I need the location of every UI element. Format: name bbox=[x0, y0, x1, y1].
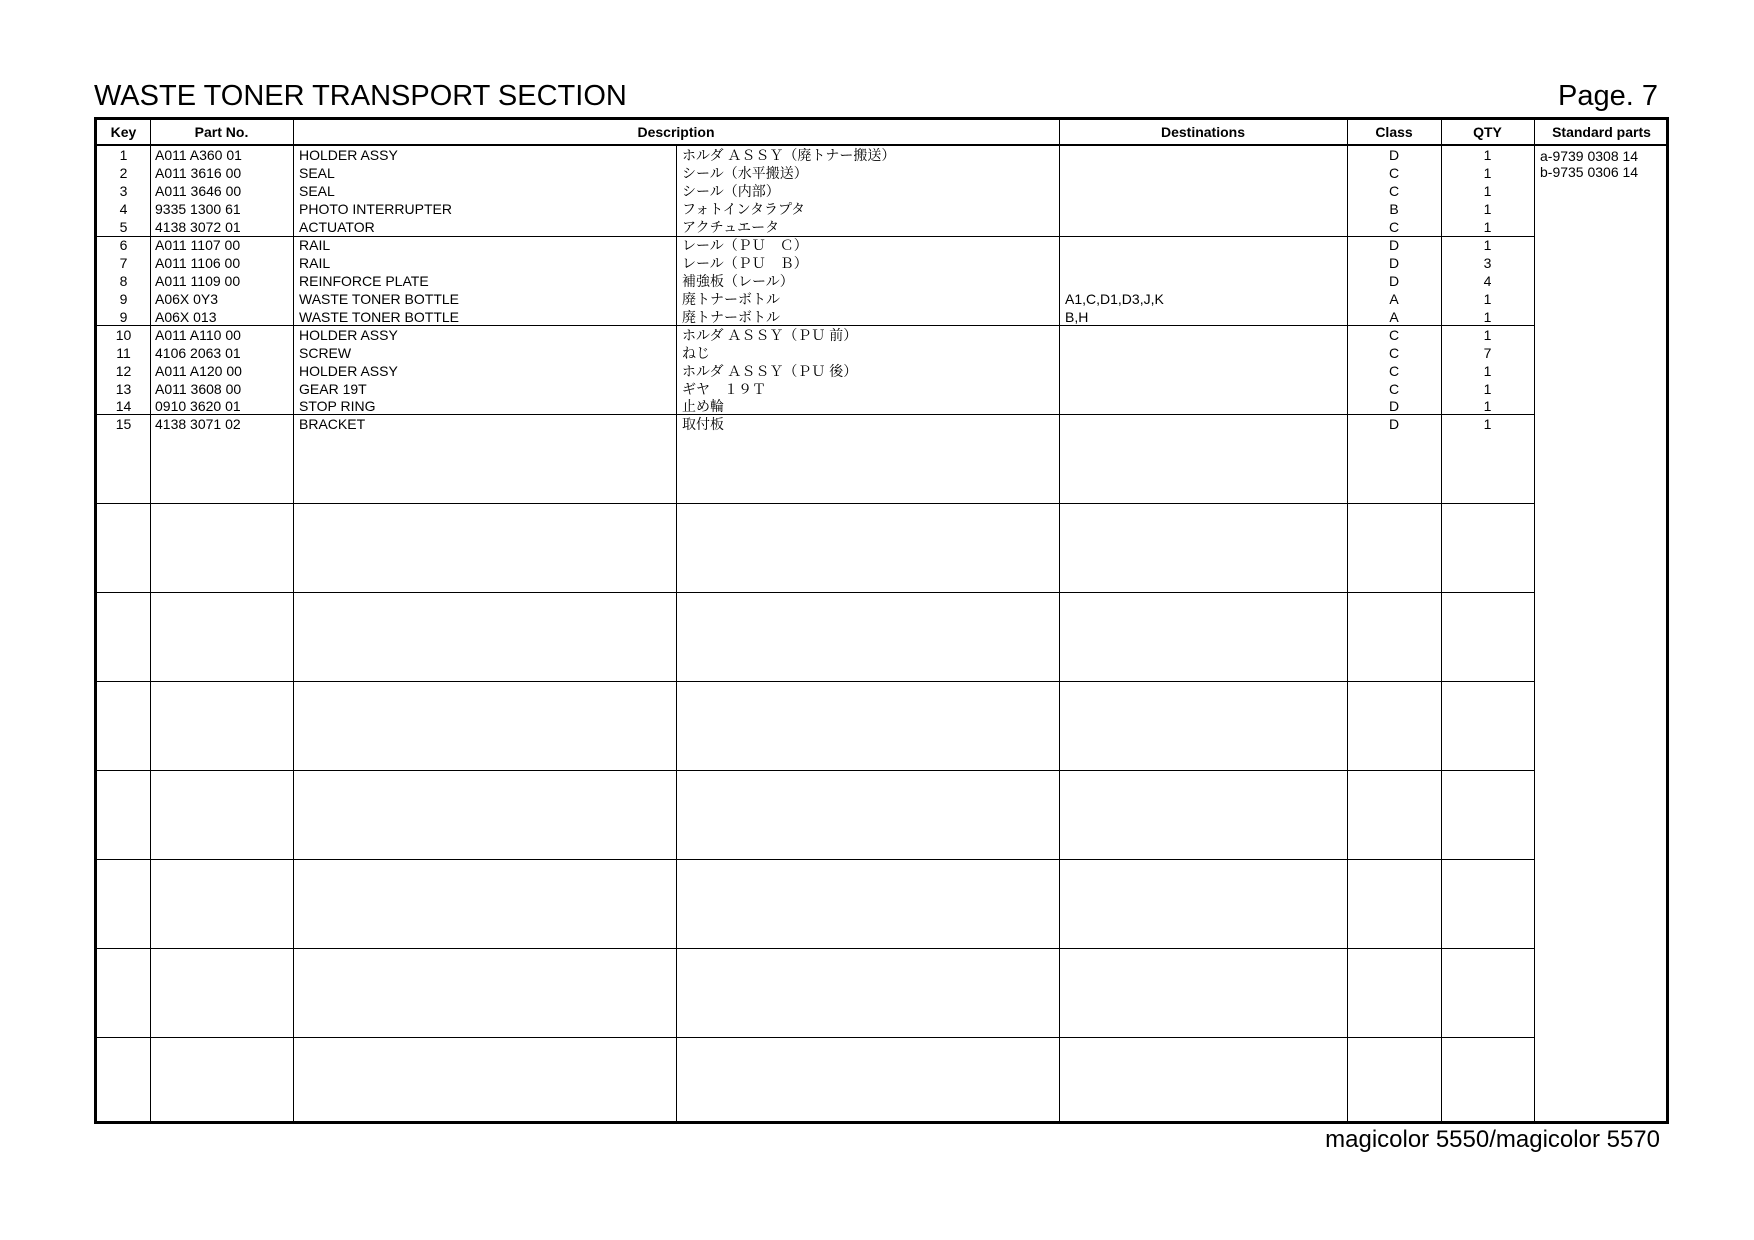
row-key: 5 bbox=[119, 219, 128, 235]
row-description-en: RAIL bbox=[299, 237, 331, 253]
group-divider bbox=[97, 592, 1534, 593]
row-key: 6 bbox=[119, 237, 128, 253]
page-title: WASTE TONER TRANSPORT SECTION bbox=[94, 80, 627, 112]
column-header-part-no: Part No. bbox=[194, 124, 249, 140]
row-qty: 3 bbox=[1483, 255, 1492, 271]
row-description-jp: シール（水平搬送） bbox=[682, 165, 808, 181]
row-key: 2 bbox=[119, 165, 128, 181]
row-class: A bbox=[1389, 309, 1399, 325]
row-key: 4 bbox=[119, 201, 128, 217]
row-description-en: SCREW bbox=[299, 345, 352, 361]
row-description-jp: 補強板（レール） bbox=[682, 273, 794, 289]
row-key: 11 bbox=[116, 345, 131, 361]
group-divider bbox=[97, 1037, 1534, 1038]
row-description-en: WASTE TONER BOTTLE bbox=[299, 309, 459, 325]
row-part-no: A011 1106 00 bbox=[155, 255, 241, 271]
row-class: C bbox=[1388, 381, 1400, 397]
row-description-jp: 取付板 bbox=[682, 416, 724, 432]
column-divider bbox=[1534, 120, 1535, 1121]
row-part-no: A011 1107 00 bbox=[155, 237, 241, 253]
row-description-jp: ホルダ ＡＳＳＹ（廃トナー搬送） bbox=[682, 147, 896, 163]
row-qty: 1 bbox=[1483, 416, 1492, 432]
row-qty: 1 bbox=[1483, 183, 1492, 199]
row-qty: 1 bbox=[1483, 201, 1492, 217]
row-part-no: 9335 1300 61 bbox=[155, 201, 241, 217]
row-qty: 1 bbox=[1483, 398, 1492, 414]
row-key: 13 bbox=[115, 381, 132, 397]
group-divider bbox=[97, 859, 1534, 860]
row-description-jp: レール（ＰＵ Ｃ） bbox=[682, 237, 808, 253]
group-divider bbox=[97, 770, 1534, 771]
row-description-en: HOLDER ASSY bbox=[299, 327, 398, 343]
row-part-no: 4138 3072 01 bbox=[155, 219, 241, 235]
row-description-jp: フォトインタラプタ bbox=[682, 201, 806, 217]
column-divider bbox=[150, 120, 151, 1121]
row-key: 10 bbox=[115, 327, 132, 343]
row-key: 14 bbox=[115, 398, 132, 414]
row-description-jp: ギヤ １９Ｔ bbox=[682, 381, 766, 397]
row-class: C bbox=[1388, 345, 1400, 361]
row-class: D bbox=[1388, 255, 1400, 271]
row-class: D bbox=[1388, 147, 1400, 163]
row-qty: 1 bbox=[1483, 237, 1492, 253]
column-divider bbox=[293, 120, 294, 1121]
row-description-en: SEAL bbox=[299, 165, 335, 181]
row-key: 7 bbox=[119, 255, 128, 271]
row-qty: 1 bbox=[1483, 309, 1492, 325]
row-part-no: A06X 013 bbox=[155, 309, 217, 325]
row-key: 1 bbox=[119, 147, 128, 163]
row-description-en: PHOTO INTERRUPTER bbox=[299, 201, 452, 217]
row-description-en: REINFORCE PLATE bbox=[299, 273, 429, 289]
group-divider bbox=[97, 948, 1534, 949]
row-description-jp: 廃トナーボトル bbox=[682, 291, 780, 307]
row-description-en: ACTUATOR bbox=[299, 219, 375, 235]
row-class: A bbox=[1389, 291, 1399, 307]
row-description-en: RAIL bbox=[299, 255, 331, 271]
row-qty: 4 bbox=[1483, 273, 1492, 289]
column-header-class: Class bbox=[1375, 124, 1413, 140]
column-header-destinations: Destinations bbox=[1160, 124, 1245, 140]
row-key: 9 bbox=[119, 291, 128, 307]
column-divider bbox=[1059, 120, 1060, 146]
standard-part-item: a-9739 0308 14 bbox=[1540, 148, 1639, 164]
row-part-no: A011 A110 00 bbox=[155, 327, 241, 343]
row-key: 15 bbox=[115, 416, 132, 432]
row-key: 8 bbox=[119, 273, 128, 289]
row-destinations: A1,C,D1,D3,J,K bbox=[1065, 291, 1164, 307]
column-divider bbox=[676, 146, 677, 1121]
row-qty: 1 bbox=[1483, 147, 1492, 163]
row-part-no: 4138 3071 02 bbox=[155, 416, 241, 432]
row-key: 12 bbox=[115, 363, 132, 379]
row-description-en: BRACKET bbox=[299, 416, 366, 432]
row-qty: 7 bbox=[1483, 345, 1492, 361]
column-divider bbox=[1059, 146, 1060, 1121]
row-part-no: A011 A120 00 bbox=[155, 363, 242, 379]
row-qty: 1 bbox=[1483, 381, 1492, 397]
row-qty: 1 bbox=[1483, 327, 1492, 343]
row-description-en: WASTE TONER BOTTLE bbox=[299, 291, 459, 307]
page-number: Page. 7 bbox=[1558, 80, 1658, 112]
row-key: 9 bbox=[119, 309, 128, 325]
table-header bbox=[97, 120, 1666, 146]
row-part-no: 0910 3620 01 bbox=[155, 398, 241, 414]
row-destinations: B,H bbox=[1065, 309, 1089, 325]
row-class: B bbox=[1389, 201, 1399, 217]
column-header-standard-parts: Standard parts bbox=[1552, 124, 1651, 140]
standard-part-item: b-9735 0306 14 bbox=[1540, 164, 1639, 180]
row-part-no: 4106 2063 01 bbox=[155, 345, 241, 361]
row-part-no: A06X 0Y3 bbox=[155, 291, 219, 307]
column-header-description: Description bbox=[637, 124, 715, 140]
row-part-no: A011 1109 00 bbox=[155, 273, 241, 289]
column-header-key: Key bbox=[110, 124, 137, 140]
row-description-en: GEAR 19T bbox=[299, 381, 367, 397]
row-part-no: A011 A360 01 bbox=[155, 147, 242, 163]
parts-table bbox=[94, 117, 1669, 1124]
row-part-no: A011 3646 00 bbox=[155, 183, 242, 199]
group-divider bbox=[97, 681, 1534, 682]
row-class: C bbox=[1388, 219, 1400, 235]
row-qty: 1 bbox=[1483, 219, 1492, 235]
row-description-en: SEAL bbox=[299, 183, 335, 199]
model-footer: magicolor 5550/magicolor 5570 bbox=[1325, 1126, 1660, 1153]
row-description-jp: ねじ bbox=[682, 345, 710, 361]
row-description-jp: ホルダ ＡＳＳＹ（ＰＵ 前） bbox=[682, 327, 858, 343]
row-class: D bbox=[1388, 398, 1400, 414]
row-class: C bbox=[1388, 327, 1400, 343]
row-qty: 1 bbox=[1483, 291, 1492, 307]
row-qty: 1 bbox=[1483, 363, 1492, 379]
row-class: D bbox=[1388, 416, 1400, 432]
row-part-no: A011 3616 00 bbox=[155, 165, 242, 181]
row-description-en: STOP RING bbox=[299, 398, 376, 414]
row-description-jp: 廃トナーボトル bbox=[682, 309, 780, 325]
row-class: D bbox=[1388, 237, 1400, 253]
row-class: D bbox=[1388, 273, 1400, 289]
group-divider bbox=[97, 503, 1534, 504]
row-description-jp: レール（ＰＵ Ｂ） bbox=[682, 255, 808, 271]
row-class: C bbox=[1388, 363, 1400, 379]
row-description-jp: ホルダ ＡＳＳＹ（ＰＵ 後） bbox=[682, 363, 858, 379]
row-class: C bbox=[1388, 183, 1400, 199]
row-description-en: HOLDER ASSY bbox=[299, 147, 398, 163]
row-description-en: HOLDER ASSY bbox=[299, 363, 398, 379]
row-description-jp: アクチュエータ bbox=[682, 219, 780, 235]
row-qty: 1 bbox=[1483, 165, 1492, 181]
row-key: 3 bbox=[119, 183, 128, 199]
row-description-jp: 止め輪 bbox=[682, 398, 724, 414]
row-part-no: A011 3608 00 bbox=[155, 381, 242, 397]
row-description-jp: シール（内部） bbox=[682, 183, 780, 199]
row-class: C bbox=[1388, 165, 1400, 181]
column-header-qty: QTY bbox=[1473, 124, 1502, 140]
